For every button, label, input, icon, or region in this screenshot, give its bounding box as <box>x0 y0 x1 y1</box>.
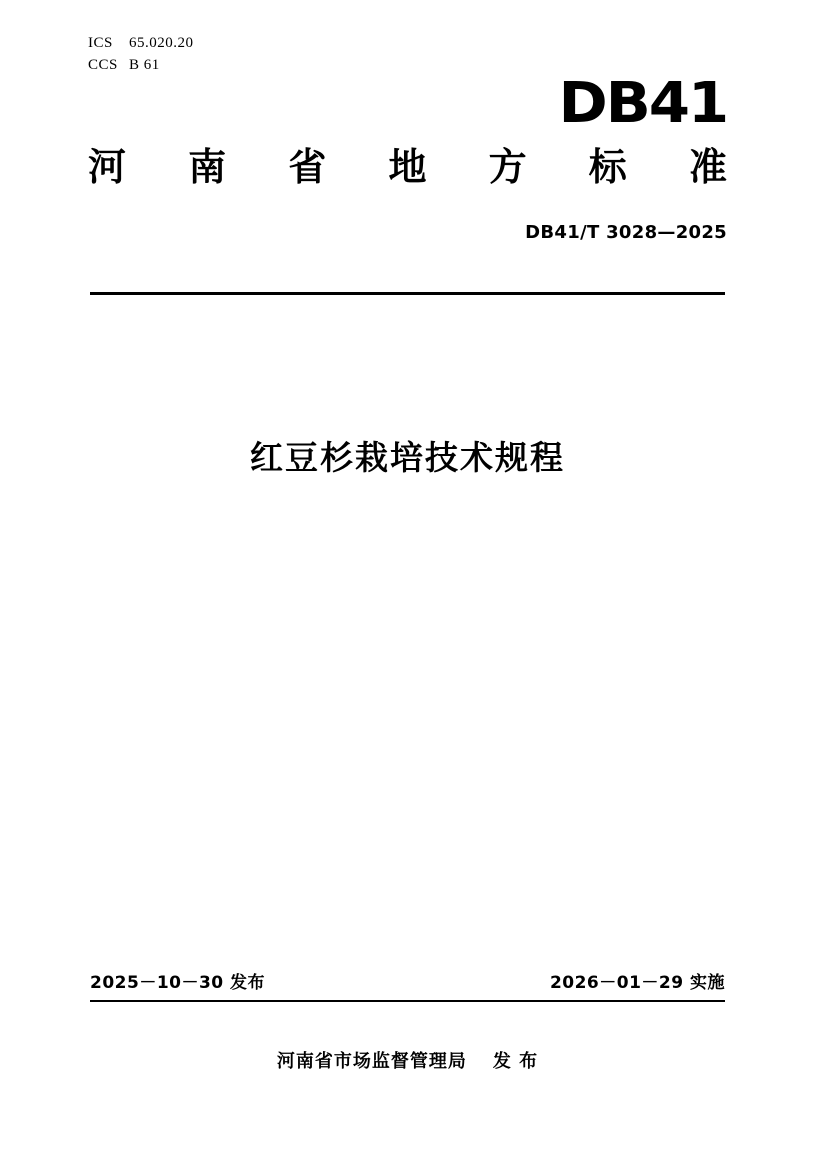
ics-label: ICS <box>88 35 113 51</box>
province-char-4: 地 <box>388 145 427 189</box>
province-char-7: 准 <box>688 145 727 189</box>
province-standard-heading <box>88 145 727 191</box>
ccs-line <box>88 55 194 77</box>
ics-value: 65.020.20 <box>129 35 194 51</box>
province-char-1: 河 <box>88 145 127 189</box>
ccs-value: B 61 <box>129 56 160 73</box>
issuer-name: 河南省市场监督管理局 <box>276 1051 467 1072</box>
effective-date: 2026－01－29 实施 <box>549 973 725 993</box>
header-divider <box>90 292 725 295</box>
footer-divider <box>90 1000 725 1002</box>
ics-line <box>88 33 194 55</box>
issuer-action: 发 布 <box>492 1051 539 1072</box>
issuer-line <box>0 1047 815 1073</box>
province-char-5: 方 <box>488 145 527 189</box>
province-char-6: 标 <box>588 145 627 189</box>
issue-date: 2025－10－30 发布 <box>90 973 266 993</box>
document-title: 红豆杉栽培技术规程 <box>250 438 565 477</box>
classification-block <box>88 33 194 77</box>
province-char-2: 南 <box>188 145 227 189</box>
db41-logo: DB41 <box>558 71 727 136</box>
standard-number: DB41/T 3028—2025 <box>525 222 727 243</box>
province-char-3: 省 <box>288 145 327 189</box>
date-row <box>90 968 725 993</box>
ccs-label: CCS <box>88 56 118 73</box>
